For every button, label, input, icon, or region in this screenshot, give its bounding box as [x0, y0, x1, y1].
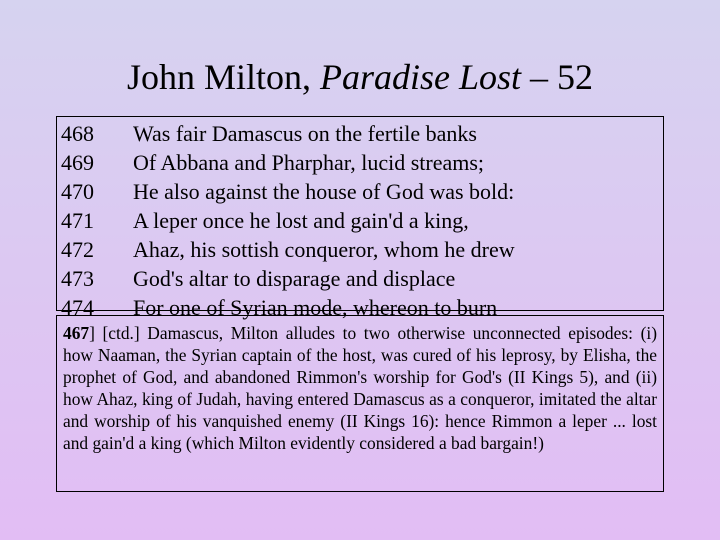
line-number: 470 — [61, 179, 94, 204]
poem-excerpt-box — [56, 116, 664, 320]
line-text: For one of Syrian mode, whereon to burn — [133, 295, 498, 320]
line-number: 474 — [61, 295, 94, 320]
annotation-note — [63, 322, 657, 454]
line-number: 471 — [61, 208, 94, 233]
title-author: John Milton, — [126, 57, 320, 97]
line-text: A leper once he lost and gain'd a king, — [133, 208, 469, 233]
line-number: 472 — [61, 237, 94, 262]
line-number: 473 — [61, 266, 94, 291]
line-text: He also against the house of God was bold: — [133, 179, 515, 204]
line-number: 468 — [61, 121, 94, 146]
line-number: 469 — [61, 150, 94, 175]
annotation-box — [56, 315, 664, 492]
slide-title — [0, 55, 720, 99]
line-text: God's altar to disparage and displace — [133, 266, 456, 291]
title-work: Paradise Lost — [320, 57, 522, 97]
note-line-ref: 467 — [63, 323, 90, 343]
line-text: Of Abbana and Pharphar, lucid streams; — [133, 150, 485, 175]
line-text: Ahaz, his sottish conqueror, whom he drew — [133, 237, 515, 262]
note-text: ] [ctd.] Damascus, Milton alludes to two otherwise unconnected episodes: (i) how Naaman, the Syrian captain of the host, was cured of his leprosy, by Elisha, the prophet of God, and abandoned Rimmon's worship for God's (II Kings 5), and (ii) how Ahaz, king of Judah, having entered Damascus as a conqueror, imitated the altar and worship of his vanquished enemy (II Kings 16): hence Rimmon a leper ... lost and gain'd a king (which Milton evidently considered a bad bargain!) — [63, 323, 657, 453]
title-suffix: – 52 — [521, 57, 594, 97]
line-text: Was fair Damascus on the fertile banks — [133, 121, 477, 146]
